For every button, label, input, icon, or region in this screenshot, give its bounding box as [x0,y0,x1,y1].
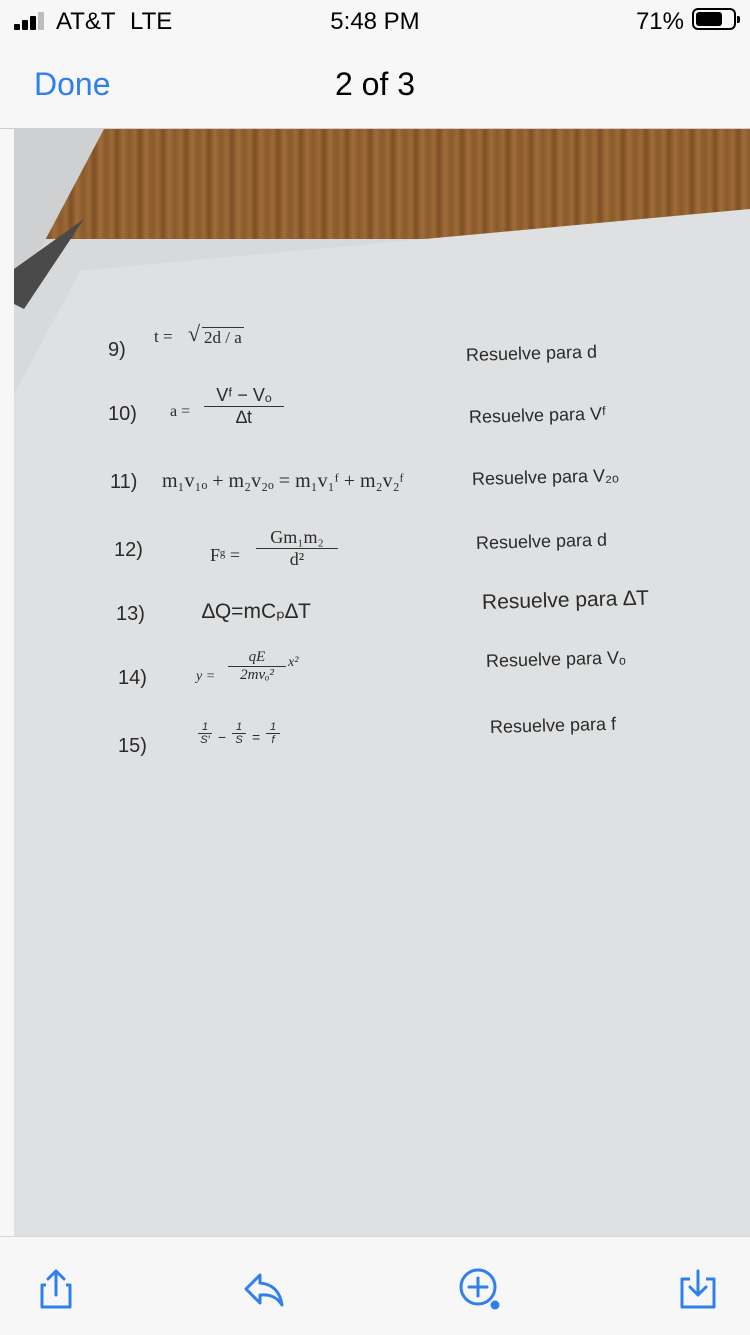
equation-10-lhs: a = [170,403,191,420]
problem-number: 12) [114,539,143,561]
fraction-10 [204,385,284,428]
minus-sign: − [218,729,227,745]
equation-9-radicand: 2d / a [204,328,242,347]
fraction-denominator: d² [289,549,305,569]
fraction-numerator: 1 [269,721,277,733]
problem-number: 9) [108,339,126,361]
fraction-denominator: S [235,734,243,746]
fraction-denominator: S′ [200,734,210,746]
problem-number: 11) [110,471,138,493]
fraction-denominator: 2mvₒ² [240,667,274,683]
fraction-numerator: 1 [235,721,243,733]
battery-icon [692,8,736,30]
markup-plus-icon[interactable] [458,1267,502,1311]
page-counter-title: 2 of 3 [334,66,416,102]
fraction-numerator: 1 [201,721,209,733]
problem-instruction: Resuelve para d [475,529,608,553]
problem-instruction: Resuelve para Vᶠ [468,403,607,427]
done-button[interactable]: Done [34,66,111,102]
network-type: LTE [130,8,173,35]
reply-icon[interactable] [242,1267,286,1311]
problem-instruction: Resuelve para d [465,341,598,365]
problem-instruction: Resuelve para Vₒ [485,647,627,671]
fraction-12 [256,527,338,570]
problem-number: 14) [118,667,147,689]
status-bar [0,0,750,40]
problem-number: 13) [116,603,145,625]
fraction-15a [198,721,212,746]
fraction-numerator: Vᶠ − Vₒ [216,385,272,405]
navigation-bar [0,40,750,129]
equation-13: ∆Q=mCₚ∆T [202,600,311,623]
equation-12-lhs: Fᵍ = [210,545,241,565]
problem-instruction: Resuelve para ∆T [481,586,650,614]
fraction-denominator: f [271,734,275,746]
fraction-15c [266,721,280,746]
photo-viewer[interactable] [14,129,750,1236]
battery-fill [696,12,722,26]
equation-9-lhs: t = [154,327,173,346]
fraction-15b [232,721,246,746]
carrier-name: AT&T [56,8,116,35]
battery-percentage: 71% [635,8,684,35]
sqrt-symbol: √ [188,321,201,346]
status-time: 5:48 PM [330,8,420,35]
fraction-numerator: Gm₁m₂ [270,527,324,547]
equation-11: m₁v₁ₒ + m₂v₂ₒ = m₁v₁ᶠ + m₂v₂ᶠ [162,470,404,492]
fraction-numerator: qE [248,649,266,665]
problem-number: 10) [108,403,137,425]
equals-sign: = [252,729,261,745]
problem-instruction: Resuelve para V₂ₒ [471,465,620,489]
equation-14-lhs: y = [196,669,216,684]
equation-14-tail: x² [288,655,299,670]
save-download-icon[interactable] [676,1267,720,1311]
share-icon[interactable] [34,1267,78,1311]
problem-number: 15) [118,735,147,757]
bottom-toolbar [0,1236,750,1335]
worksheet-content [14,129,750,1236]
fraction-14 [228,649,286,684]
fraction-denominator: ∆t [235,407,252,427]
problem-instruction: Resuelve para f [489,713,617,737]
